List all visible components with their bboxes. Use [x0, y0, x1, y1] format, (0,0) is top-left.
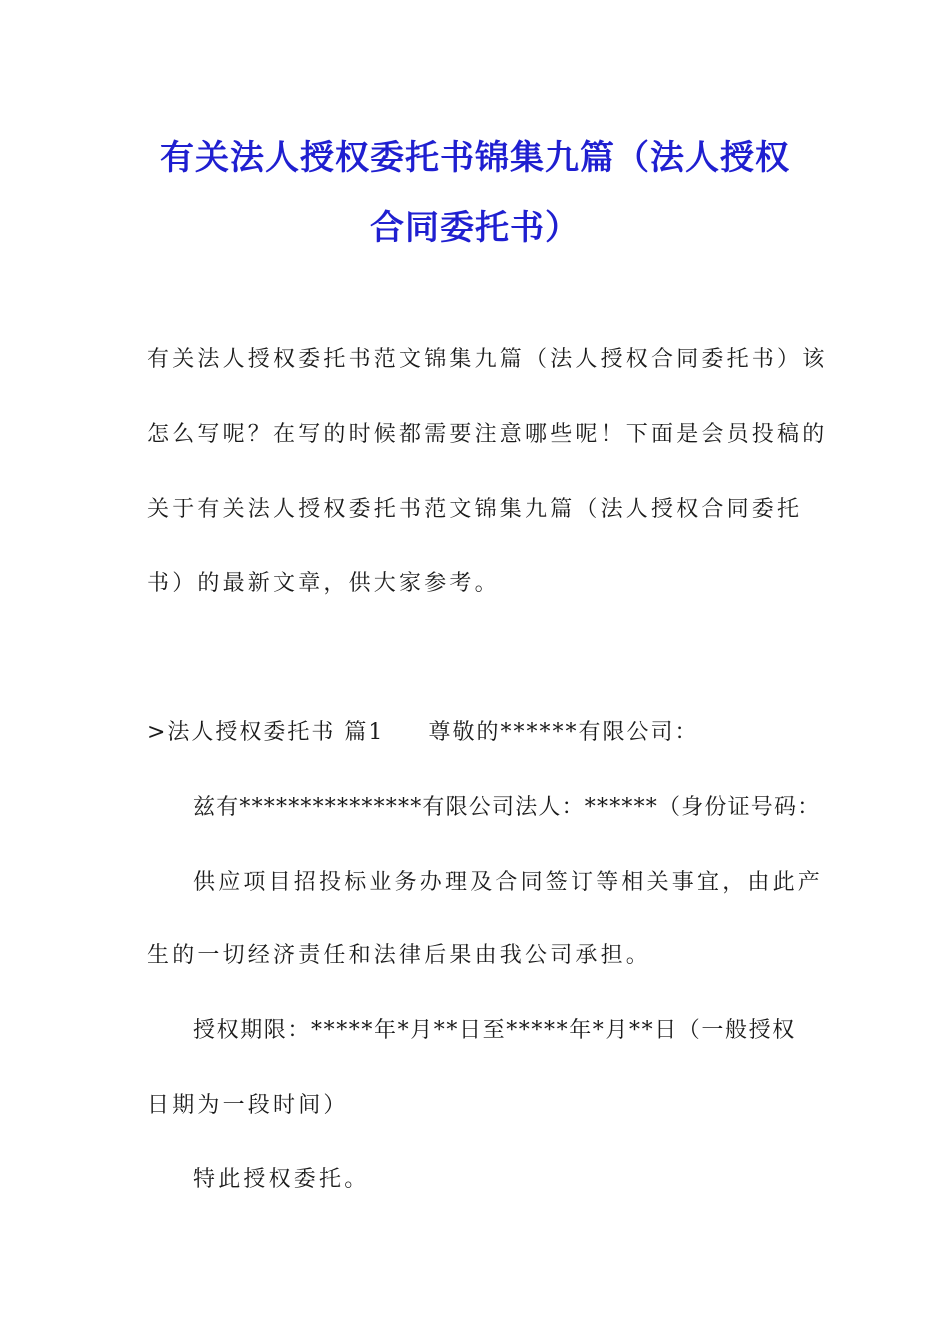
intro-line-1: 有关法人授权委托书范文锦集九篇（法人授权合同委托书）该	[147, 347, 828, 372]
paragraph-2-line-1: 供应项目招投标业务办理及合同签订等相关事宜，由此产	[193, 870, 824, 895]
intro-line-4: 书）的最新文章，供大家参考。	[147, 571, 500, 596]
paragraph-3-line-1: 授权期限：*****年*月**日至*****年*月**日（一般授权	[193, 1018, 796, 1043]
intro-line-3: 关于有关法人授权委托书范文锦集九篇（法人授权合同委托	[147, 497, 803, 522]
paragraph-2-line-2: 生的一切经济责任和法律后果由我公司承担。	[147, 943, 652, 968]
paragraph-1: 兹有***************有限公司法人：******（身份证号码：	[193, 795, 821, 820]
paragraph-3-line-2: 日期为一段时间）	[147, 1093, 349, 1118]
document-title-line-1: 有关法人授权委托书锦集九篇（法人授权	[160, 138, 790, 178]
paragraph-4: 特此授权委托。	[193, 1167, 370, 1192]
document-title-line-2: 合同委托书）	[370, 208, 580, 248]
section-heading-row	[147, 718, 698, 748]
intro-line-2: 怎么写呢？在写的时候都需要注意哪些呢！下面是会员投稿的	[147, 422, 828, 447]
salutation: 尊敬的******有限公司：	[428, 720, 699, 745]
section-heading: >法人授权委托书 篇1	[147, 720, 385, 745]
